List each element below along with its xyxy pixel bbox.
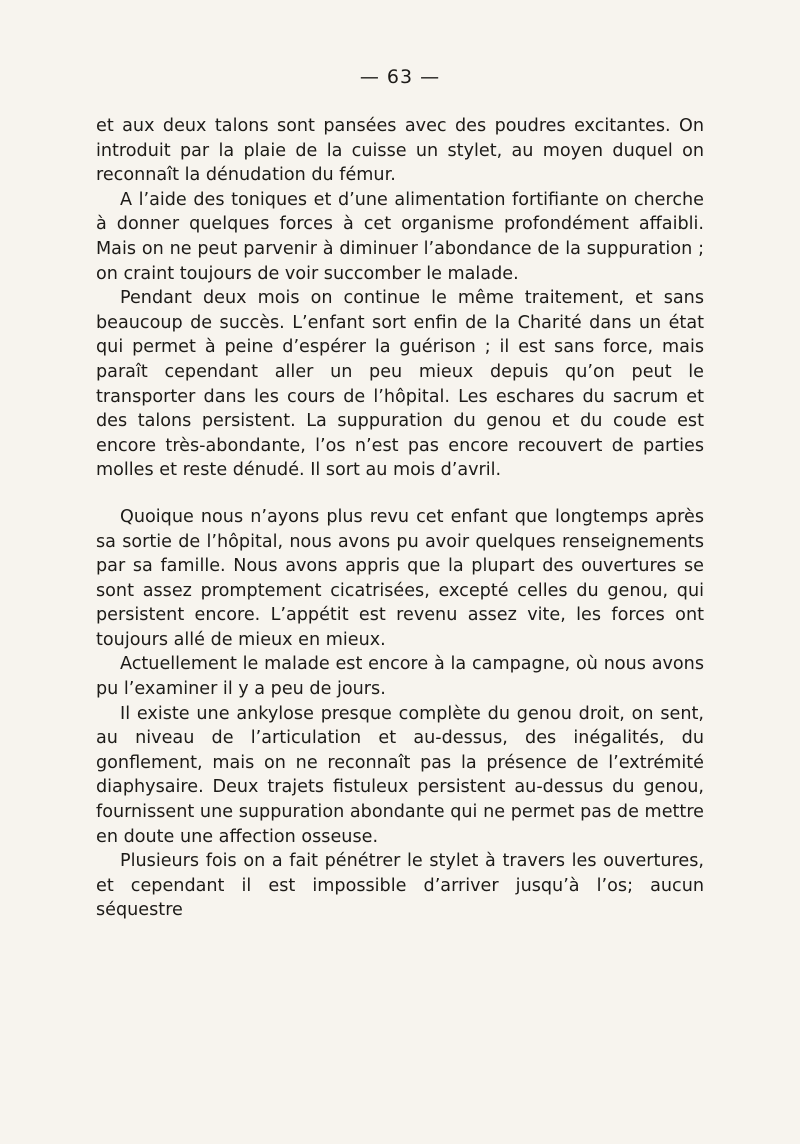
paragraph-tonics: A l’aide des toniques et d’une alimentation fortifiante on cherche à donner quelques forces à cet organisme profondément affaibli. Mais on ne peut parvenir à diminuer l’abondance de la suppuration ; on craint toujours de voir succomber le malade. xyxy=(96,189,704,284)
paragraph-countryside: Actuellement le malade est encore à la campagne, où nous avons pu l’examiner il y a peu de jours. xyxy=(96,654,704,700)
paragraph-family-news: Quoique nous n’ayons plus revu cet enfant que longtemps après sa sortie de l’hôpital, nous avons pu avoir quelques renseignements par sa famille. Nous avons appris que la plupart des ouvertures se sont assez promptement cicatrisées, excepté celles du genou, qui persistent encore. L’appétit est revenu assez vite, les forces ont toujours allé de mieux en mieux. xyxy=(96,506,704,650)
page-number: — 63 — xyxy=(359,66,441,88)
paragraph-ankylosis: Il existe une ankylose presque complète du genou droit, on sent, au niveau de l’articulation et au-dessus, des inégalités, du gonflement, mais on ne reconnaît pas la présence de l’extrémité diaphysaire. Deux trajets fistuleux persistent au-dessus du genou, fournissent une suppuration abondante qui ne permet pas de mettre en doute une affection osseuse. xyxy=(96,703,704,847)
body-text xyxy=(96,114,704,923)
paragraph-stylet: Plusieurs fois on a fait pénétrer le stylet à travers les ouvertures, et cependant il est impossible d’arriver jusqu’à l’os; aucun séquestre xyxy=(96,851,704,921)
paragraph-continuation: et aux deux talons sont pansées avec des poudres excitantes. On introduit par la plaie de la cuisse un stylet, au moyen duquel on reconnaît la dénudation du fémur. xyxy=(96,116,704,186)
paragraph-treatment: Pendant deux mois on continue le même traitement, et sans beaucoup de succès. L’enfant sort enfin de la Charité dans un état qui permet à peine d’espérer la guérison ; il est sans force, mais paraît cependant aller un peu mieux depuis qu’on peut le transporter dans les cours de l’hôpital. Les eschares du sacrum et des talons persistent. La suppuration du genou et du coude est encore très-abondante, l’os n’est pas encore recouvert de parties molles et reste dénudé. Il sort au mois d’avril. xyxy=(96,288,704,481)
